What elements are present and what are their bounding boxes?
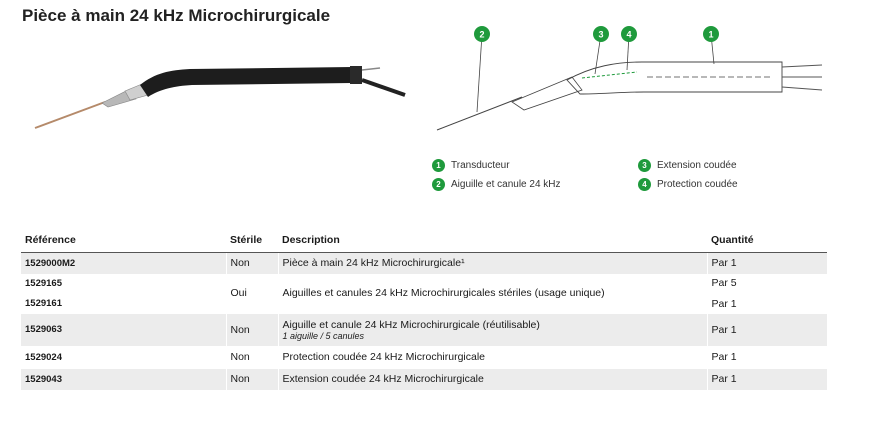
callout-1	[703, 26, 719, 42]
table-row: 1529161 Par 1	[21, 294, 827, 314]
legend-item-extension: 3 Extension coudée	[638, 157, 737, 173]
table-row: 1529165 Oui Aiguilles et canules 24 kHz Microchirurgicales stériles (usage unique) Par 5	[21, 274, 827, 294]
product-table	[21, 230, 827, 390]
legend-item-aiguille: 2 Aiguille et canule 24 kHz	[432, 176, 561, 192]
legend-item-protection: 4 Protection coudée	[638, 176, 738, 192]
table-row: 1529024 Non Protection coudée 24 kHz Microchirurgicale Par 1	[21, 346, 827, 369]
header-sterile: Stérile	[226, 230, 278, 253]
callout-3	[593, 26, 609, 42]
svg-text:2: 2	[479, 29, 485, 40]
page-title: Pièce à main 24 kHz Microchirurgicale	[22, 6, 331, 25]
svg-text:3: 3	[598, 29, 604, 40]
handpiece-photo	[30, 55, 420, 140]
header-quantite: Quantité	[707, 230, 827, 253]
header-description: Description	[278, 230, 707, 253]
svg-text:4: 4	[626, 29, 632, 40]
callout-2	[474, 26, 490, 42]
header-reference: Référence	[21, 230, 226, 253]
svg-text:1: 1	[708, 29, 714, 40]
table-row: 1529063 Non Aiguille et canule 24 kHz Microchirurgicale (réutilisable) 1 aiguille / 5 canules Par 1	[21, 314, 827, 346]
legend-item-transducteur: 1 Transducteur	[432, 157, 510, 173]
legend	[432, 157, 832, 197]
callout-4	[621, 26, 637, 42]
table-row: 1529000M2 Non Pièce à main 24 kHz Microchirurgicale¹ Par 1	[21, 253, 827, 274]
handpiece-schematic	[432, 22, 827, 142]
table-row: 1529043 Non Extension coudée 24 kHz Microchirurgicale Par 1	[21, 369, 827, 390]
